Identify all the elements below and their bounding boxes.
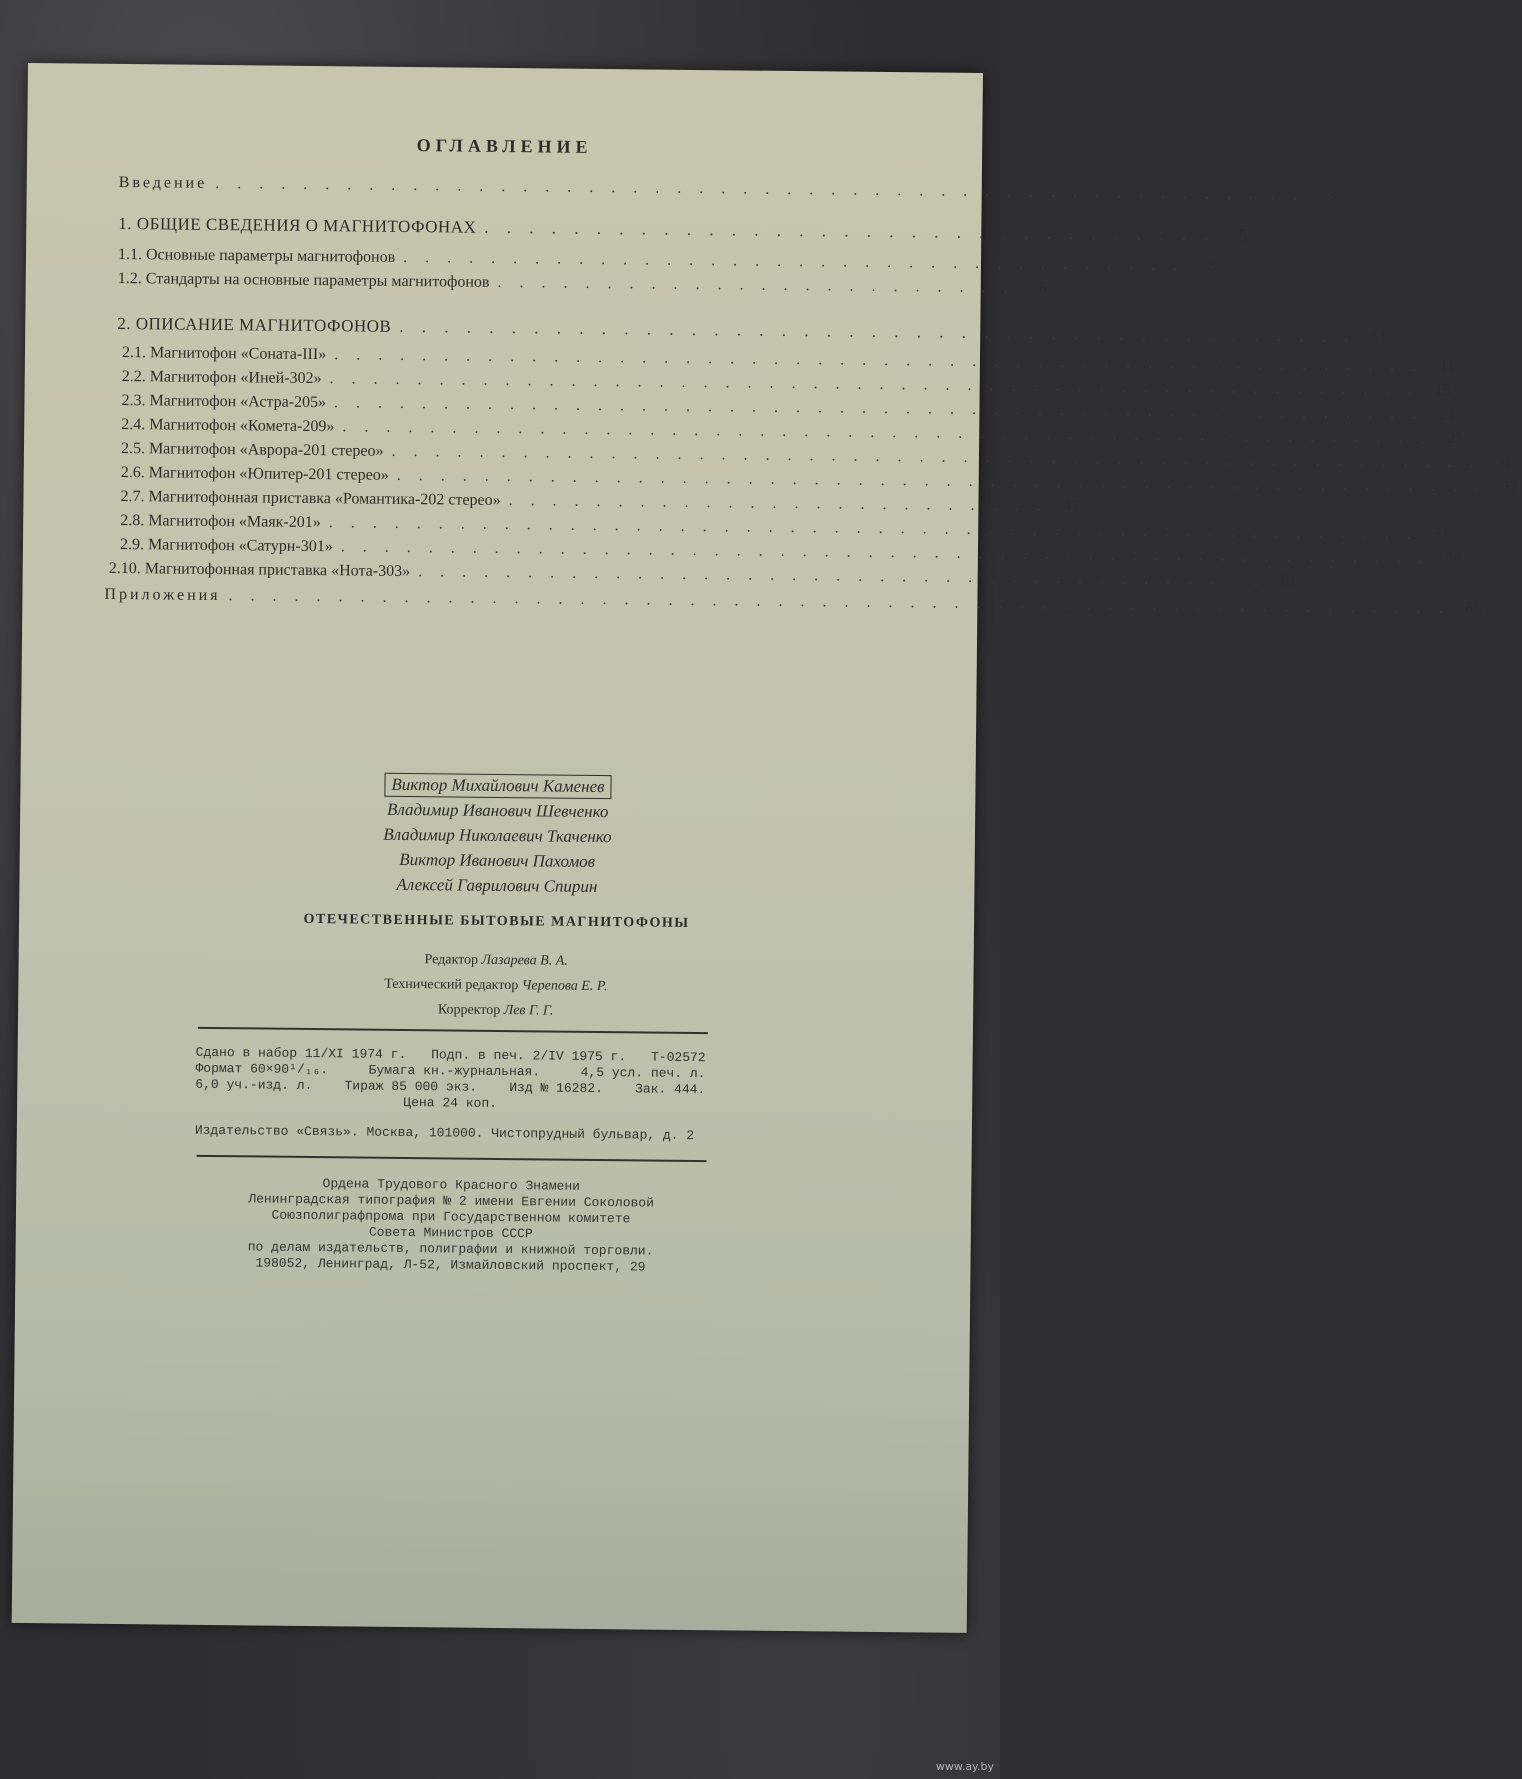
credit-role: Технический редактор [384, 976, 519, 994]
toc-entry-label: Магнитофон «Астра-205» [149, 392, 327, 412]
toc-entry-intro [118, 173, 1337, 204]
author-line: Виктор Иванович Пахомов [399, 849, 596, 871]
toc-entry-label: Магнитофон «Юпитер-201 стерео» [148, 464, 389, 484]
toc-entry-number: 2.7. [120, 487, 145, 506]
toc-entry-2-1 [121, 344, 1456, 375]
toc-entry-label: Магнитофон «Комета-209» [149, 416, 335, 436]
printing-line: Совета Министров СССР [368, 1224, 533, 1242]
toc-entry-page: 66 [1465, 600, 1482, 618]
author-line: Владимир Николаевич Ткаченко [383, 824, 612, 847]
toc-entry-label: Стандарты на основные параметры магнитофонов [145, 270, 490, 291]
toc-entry-page: 56 [1445, 549, 1462, 568]
toc-entry-page: 51 [1433, 525, 1450, 543]
toc-entry-2-3 [121, 391, 1456, 423]
toc-entry-section-2 [117, 313, 1388, 347]
leader-dots: . . . . . . . . . . . . . . . . . . . . . . . . . . . . . . . . . . . . . . . . . . . . . . . . . . [328, 514, 1418, 543]
toc-entry-label: Основные параметры магнитофонов [145, 246, 396, 266]
leader-dots: . . . . . . . . . . . . . . . . . . . . . . . . . . . . . . . . . . . . . . . . . . . . . . . . . . [334, 346, 1424, 375]
leader-dots: . . . . . . . . . . . . . . . . . . . . . . . . . . . . . . . . . . . . . . . . . . . . . . . . . . [396, 466, 1486, 496]
toc-entry-number: 2. [117, 313, 132, 334]
toc-entry-number: 2.8. [120, 511, 145, 530]
divider-rule [197, 1155, 707, 1162]
credit-role: Редактор [424, 952, 479, 968]
book-page [12, 63, 1518, 1633]
toc-entry-2-4 [121, 415, 1464, 448]
toc-entry-appendix [104, 585, 1482, 618]
toc-entry-label: Магнитофон «Сатурн-301» [147, 536, 333, 556]
credits-block [18, 943, 974, 1028]
toc-entry-page: 37 [1501, 478, 1518, 496]
toc-entry-1-2 [117, 269, 1047, 297]
toc-entry-2-8 [120, 511, 1450, 543]
toc-entry-label: Введение [118, 173, 208, 192]
printing-line: 198052, Ленинград, Л-52, Измайловский проспект, 29 [255, 1255, 646, 1275]
toc-entry-number: 2.5. [120, 439, 146, 458]
leader-dots: . . . . . . . . . . . . . . . . . . . . . . . . . . . . . . . . . . . . . . . . . . . [399, 316, 1356, 346]
leader-dots: . . . . . . . . . . . . . . . . . . . . . . . . . . . . . . . . . . . . . . . . . . . . . . . . . . [215, 174, 1305, 204]
leader-dots: . . . . . . . . . . . . . . . . . . . . . . . . . . . . . . . . . . . . . . . . . . . . . . . . . . [391, 442, 1481, 472]
toc-entry-2-2 [121, 367, 1451, 399]
toc-entry-number: 1.1. [117, 245, 143, 264]
toc-entry-label: ОБЩИЕ СВЕДЕНИЯ О МАГНИТОФОНАХ [136, 214, 477, 237]
imprint-item: 6,0 уч.-изд. л. [195, 1076, 313, 1094]
printing-line: по делам издательств, полиграфии и книжной торговли. [247, 1239, 654, 1259]
imprint-item: Подп. в печ. 2/IV 1975 г. [431, 1047, 627, 1065]
credit-name: Лев Г. Г. [503, 1003, 554, 1019]
leader-dots: . . . . . . . . . . . . . . . . . . . . . . . . . . . . . . . . . . . . . . . . . . . . . . . . . . [329, 370, 1419, 399]
toc-entry-2-9 [119, 535, 1462, 568]
toc-entry-page: 31 [1496, 454, 1513, 472]
publisher-line: Издательство «Связь». Москва, 101000. Чистопрудный бульвар, д. 2 [194, 1122, 695, 1144]
toc-entry-label: Магнитофонная приставка «Нота-303» [144, 560, 411, 581]
leader-dots: . . . . . . . . . . . . . . . . . . . . . . . . . . . . . . . . . . . . . . . . . . . . . . . . . . [342, 418, 1432, 447]
leader-dots: . . . . . . . . . . . . . . . . . . . . . . . . . . . . . . . . . . . . . . . . . . . . . . . . . . . . . . . . [228, 587, 1450, 617]
toc-entry-2-7 [120, 487, 1080, 516]
toc-entry-number: 1. [118, 213, 133, 234]
printing-line: Ленинградская типография № 2 имени Евгении Соколовой [248, 1191, 655, 1211]
credit-name: Черепова Е. Р. [521, 978, 608, 995]
toc-entry-1-1 [117, 245, 1217, 275]
toc-entry-number: 2.4. [121, 415, 146, 434]
imprint-item: Сдано в набор 11/XI 1974 г. [195, 1044, 407, 1063]
toc-entry-page: 25 [1447, 429, 1464, 448]
toc-title: ОГЛАВЛЕНИЕ [416, 135, 593, 157]
toc-entry-label: Магнитофон «Соната-III» [149, 344, 327, 364]
author-line: Алексей Гаврилович Спирин [396, 874, 598, 897]
toc-entry-label: Магнитофонная приставка «Романтика-202 стерео» [148, 488, 501, 509]
toc-entry-label: ОПИСАНИЕ МАГНИТОФОНОВ [135, 314, 392, 336]
toc-entry-page: 47 [1063, 497, 1080, 516]
leader-dots: . . . . . . . . . . . . . . . . . . . . . . . . [497, 273, 1015, 297]
toc-entry-number: 2.3. [121, 391, 146, 410]
leader-dots: . . . . . . . . . . . . . . . . . . . . . . . . . [508, 492, 1048, 515]
imprint-item: Бумага кн.-журнальная. [368, 1062, 541, 1080]
credit-role: Корректор [437, 1002, 501, 1018]
imprint-price: Цена 24 коп. [403, 1094, 498, 1111]
toc-entry-number: 2.1. [121, 344, 147, 362]
imprint-item: Зак. 444. [634, 1081, 706, 1098]
toc-entry-page: 3 [1328, 186, 1337, 204]
credit-name: Лазарева В. А. [481, 952, 568, 969]
toc-entry-2-10 [108, 559, 1298, 590]
printing-line: Ордена Трудового Красного Знамени [322, 1176, 581, 1194]
toc-entry-page: 11 [1439, 357, 1456, 375]
imprint-item: Формат 60×90¹/₁₆. [195, 1060, 329, 1078]
authors-block [19, 768, 975, 903]
toc-entry-page: 5 [1208, 257, 1217, 275]
site-watermark: www.ay.by [935, 1760, 994, 1773]
toc-entry-label: Приложения [104, 585, 221, 605]
leader-dots: . . . . . . . . . . . . . . . . . . . . . . . . . . . . . . . . . . . . . . . . . . . . . . . . . . [340, 538, 1430, 567]
imprint-block [195, 1045, 706, 1114]
toc-entry-page: 11 [1370, 327, 1388, 347]
toc-entry-page: 21 [1438, 405, 1456, 423]
divider-rule [198, 1027, 708, 1034]
imprint-item: Тираж 85 000 экз. [344, 1078, 478, 1095]
leader-dots: . . . . . . . . . . . . . . . . . . . . . . . . . . . . . . . . . . . . . . . . . . . . . . . . . . [334, 394, 1424, 423]
leader-dots: . . . . . . . . . . . . . . . . . . . . . . . . . . . . . . . . . . . . [403, 248, 1185, 275]
toc-entry-page: 6 [1038, 279, 1047, 297]
toc-entry-number: 2.9. [119, 535, 145, 554]
imprint-item: Т-02572 [650, 1049, 706, 1066]
toc-entry-label: Магнитофон «Маяк-201» [148, 512, 321, 532]
toc-entry-page: 5 [1238, 225, 1248, 245]
author-line: Владимир Иванович Шевченко [386, 799, 609, 822]
toc-entry-section-1 [118, 213, 1248, 245]
imprint-item: Изд № 16282. [509, 1080, 603, 1097]
printing-line: Союзполиграфпрома при Государственном комитете [271, 1207, 631, 1227]
imprint-item: 4,5 усл. печ. л. [580, 1064, 706, 1082]
leader-dots: . . . . . . . . . . . . . . . . . . . . . . . . . . . . . . . . . . . . . . . [418, 563, 1266, 589]
author-boxed-name: Виктор Михайлович Каменев [384, 773, 611, 799]
toc-entry-2-5 [120, 439, 1513, 472]
toc-entry-page: 15 [1434, 381, 1451, 399]
book-title: ОТЕЧЕСТВЕННЫЕ БЫТОВЫЕ МАГНИТОФОНЫ [303, 911, 690, 931]
leader-dots: . . . . . . . . . . . . . . . . . . . . . . . . . . . . . . . . . [484, 217, 1216, 245]
toc-entry-label: Магнитофон «Аврора-201 стерео» [148, 440, 384, 460]
toc-entry-label: Магнитофон «Иней-302» [149, 368, 322, 388]
printing-house-block [205, 1175, 696, 1276]
toc-entry-number: 2.10. [108, 559, 141, 578]
toc-entry-number: 2.6. [120, 463, 145, 482]
toc-entry-number: 2.2. [121, 367, 146, 386]
toc-entry-page: 61 [1281, 572, 1298, 590]
toc-entry-number: 1.2. [117, 269, 142, 288]
